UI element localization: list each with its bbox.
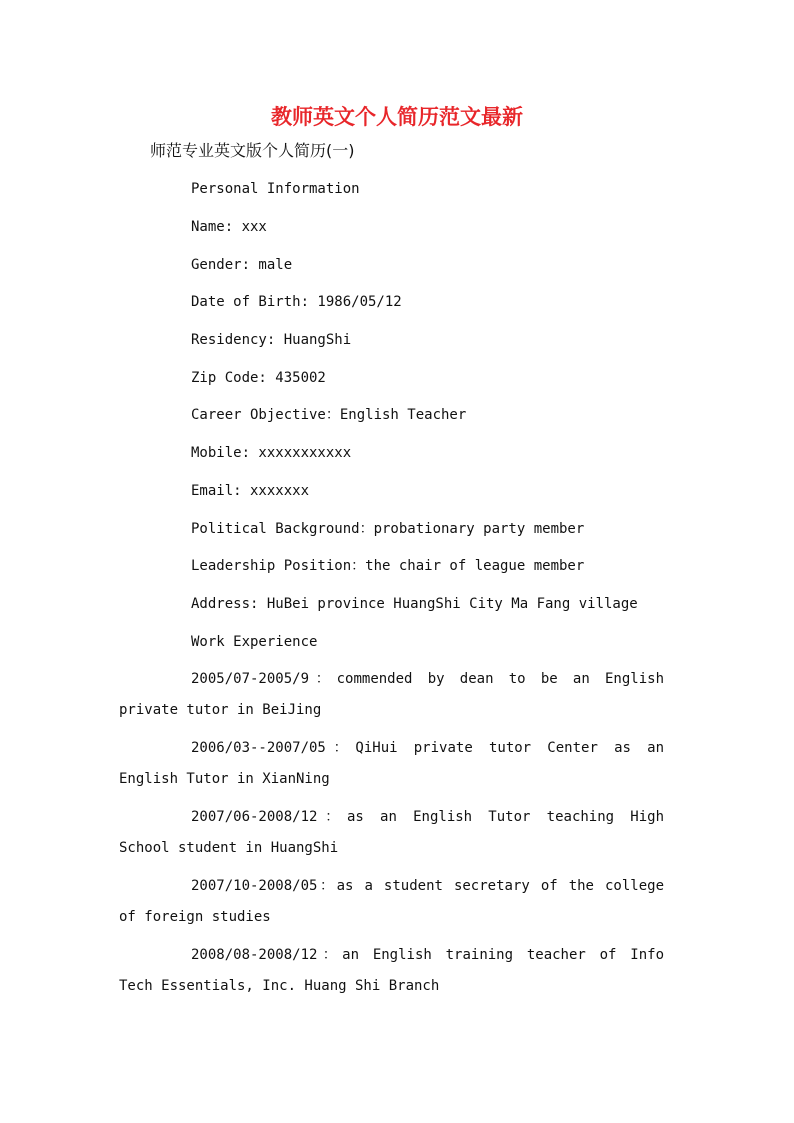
work-entry-5: 2008/08-2008/12：an English training teacher of Info Tech Essentials, Inc. Huang Shi Branch xyxy=(119,947,664,994)
address-line: Address: HuBei province HuangShi City Ma Fang village xyxy=(191,596,638,612)
zip-code-line: Zip Code: 435002 xyxy=(191,370,326,386)
work-experience-heading: Work Experience xyxy=(191,634,318,650)
work-entry-4: 2007/10-2008/05：as a student secretary of the college of foreign studies xyxy=(119,878,664,925)
leadership-position-line: Leadership Position：the chair of league member xyxy=(191,558,585,574)
work-entry-2: 2006/03--2007/05：QiHui private tutor Center as an English Tutor in XianNing xyxy=(119,740,664,787)
mobile-line: Mobile: xxxxxxxxxxx xyxy=(191,445,352,461)
career-objective-line: Career Objective：English Teacher xyxy=(191,407,467,423)
work-entry-3: 2007/06-2008/12：as an English Tutor teaching High School student in HuangShi xyxy=(119,809,664,856)
email-line: Email: xxxxxxx xyxy=(191,483,310,499)
document-subtitle: 师范专业英文版个人简历(一) xyxy=(150,141,355,160)
work-entry-1: 2005/07-2005/9：commended by dean to be an English private tutor in BeiJing xyxy=(119,671,664,718)
name-line: Name: xxx xyxy=(191,219,267,235)
gender-line: Gender: male xyxy=(191,257,293,273)
document-title: 教师英文个人简历范文最新 xyxy=(271,104,523,129)
residency-line: Residency: HuangShi xyxy=(191,332,352,348)
political-background-line: Political Background：probationary party member xyxy=(191,521,585,537)
personal-info-heading: Personal Information xyxy=(191,181,360,197)
date-of-birth-line: Date of Birth: 1986/05/12 xyxy=(191,294,402,310)
